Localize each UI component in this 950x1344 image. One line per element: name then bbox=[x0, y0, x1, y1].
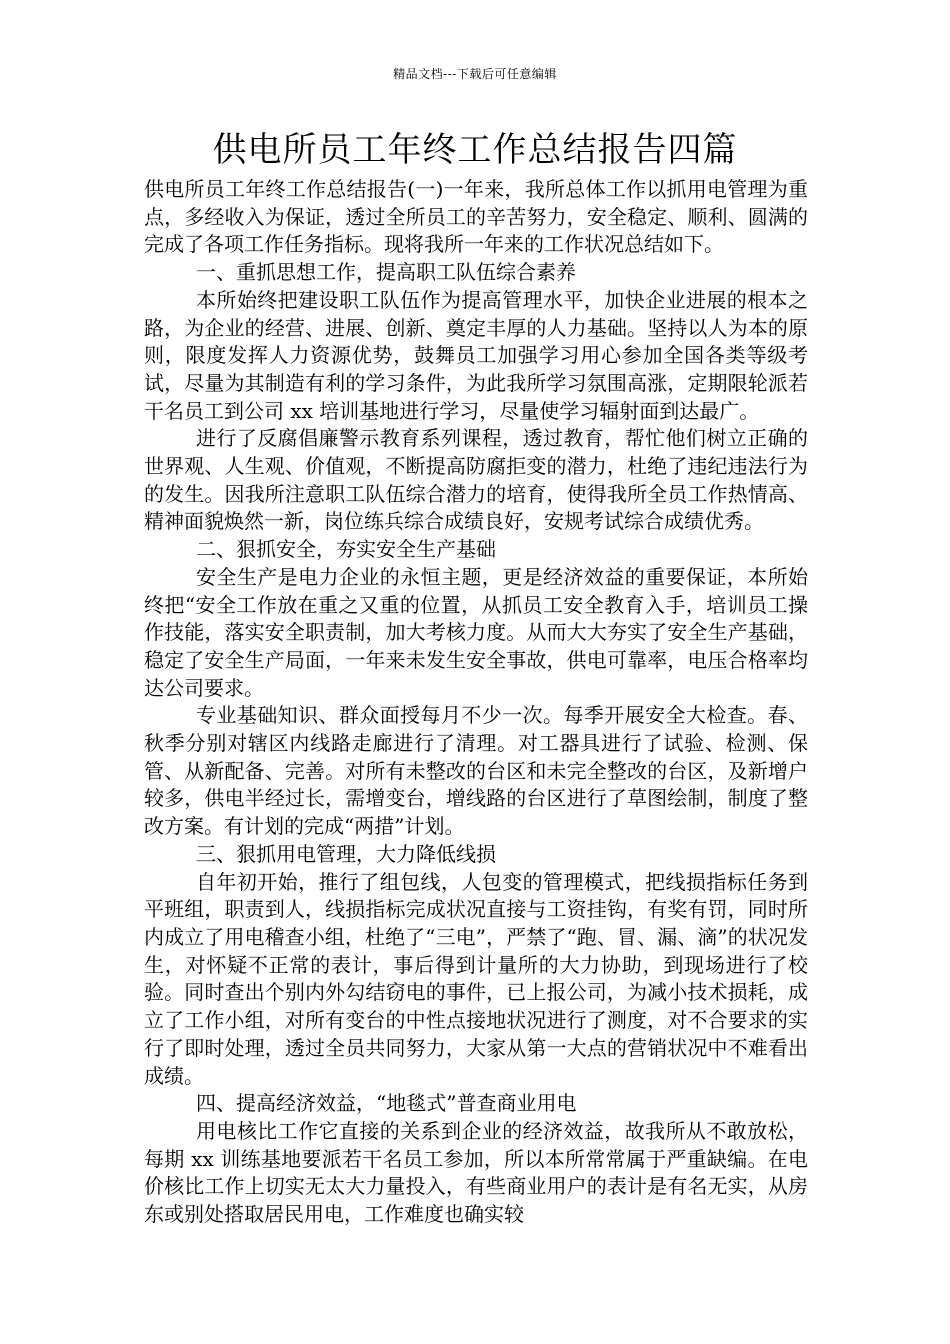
header-note: 精品文档---下载后可任意编辑 bbox=[393, 67, 557, 81]
document-title: 供电所员工年终工作总结报告四篇 bbox=[212, 130, 738, 170]
paragraph: 进行了反腐倡廉警示教育系列课程，透过教育，帮忙他们树立正确的世界观、人生观、价值观，不断提高防腐拒变的潜力，杜绝了违纪违法行为的发生。因我所注意职工队伍综合潜力的培育，使得我所全员工作热情高、精神面貌焕然一新，岗位练兵综合成绩良好，安规考试综合成绩优秀。 bbox=[144, 426, 808, 534]
paragraph: 自年初开始，推行了组包线，人包变的管理模式，把线损指标任务到平班组，职责到人，线损指标完成状况直接与工资挂钩，有奖有罚，同时所内成立了用电稽查小组，杜绝了“三电”，严禁了“跑、冒、漏、滴”的状况发生，对怀疑不正常的表计，事后得到计量所的大力协助，到现场进行了校验。同时查出个别内外勾结窃电的事件，已上报公司，为减小技术损耗，成立了工作小组，对所有变台的中性点接地状况进行了测度，对不合要求的实行了即时处理，透过全员共同努力，大家从第一大点的营销状况中不难看出成绩。 bbox=[144, 869, 808, 1088]
section-heading-3: 三、狠抓用电管理，大力降低线损 bbox=[196, 841, 496, 866]
paragraph: 专业基础知识、群众面授每月不少一次。每季开展安全大检查。春、秋季分别对辖区内线路走廊进行了清理。对工器具进行了试验、检测、保管、从新配备、完善。对所有未整改的台区和未完全整改的台区，及新增户较多，供电半经过长，需增变台，增线路的台区进行了草图绘制，制度了整改方案。有计划的完成“两措”计划。 bbox=[144, 703, 808, 839]
section-heading-4: 四、提高经济效益，“地毯式”普查商业用电 bbox=[196, 1091, 577, 1116]
document-body bbox=[144, 176, 808, 1229]
paragraph: 本所始终把建设职工队伍作为提高管理水平，加快企业进展的根本之路，为企业的经营、进展、创新、奠定丰厚的人力基础。坚持以人为本的原则，限度发挥人力资源优势，鼓舞员工加强学习用心参加全国各类等级考试，尽量为其制造有利的学习条件，为此我所学习氛围高涨，定期限轮派若干名员工到公司 xx 培训基地进行学习，尽量使学习辐射面到达最广。 bbox=[144, 287, 808, 423]
paragraph-intro: 供电所员工年终工作总结报告(一)一年来，我所总体工作以抓用电管理为重点，多经收入为保证，透过全所员工的辛苦努力，安全稳定、顺利、圆满的完成了各项工作任务指标。现将我所一年来的工作状况总结如下。 bbox=[144, 177, 808, 257]
section-heading-1: 一、重抓思想工作，提高职工队伍综合素养 bbox=[196, 260, 576, 285]
paragraph: 用电核比工作它直接的关系到企业的经济效益，故我所从不敢放松，每期 xx 训练基地要派若干名员工参加，所以本所常常属于严重缺编。在电价核比工作上切实无太大力量投入，有些商业用户的表计是有名无实，从房东或别处搭取居民用电，工作难度也确实较 bbox=[144, 1118, 808, 1227]
section-heading-2: 二、狠抓安全，夯实安全生产基础 bbox=[196, 537, 496, 562]
paragraph: 安全生产是电力企业的永恒主题，更是经济效益的重要保证，本所始终把“安全工作放在重之又重的位置，从抓员工安全教育入手，培训员工操作技能，落实安全职责制，加大考核力度。从而大大夯实了安全生产基础，稳定了安全生产局面，一年来未发生安全事故，供电可靠率，电压合格率均达公司要求。 bbox=[144, 564, 808, 700]
